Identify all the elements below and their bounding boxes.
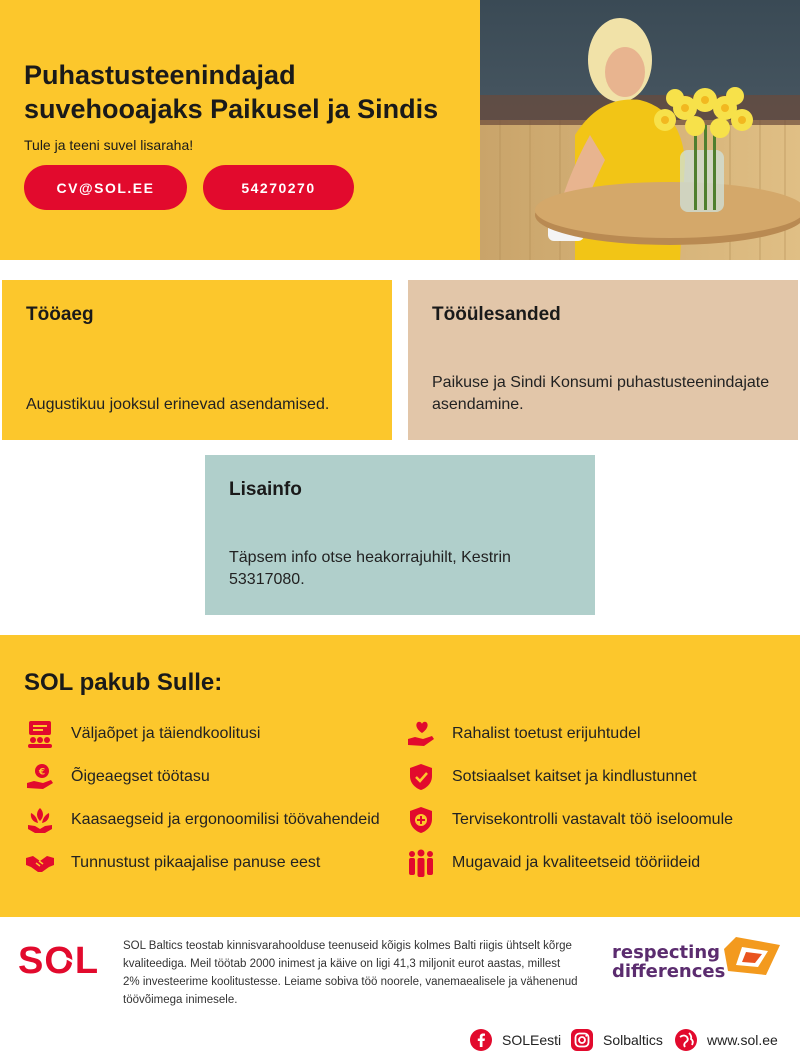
handshake-icon: [24, 847, 56, 879]
benefits-section: [0, 635, 800, 917]
benefit-item: [24, 803, 380, 837]
social-facebook[interactable]: [470, 1027, 561, 1053]
cleaner-photo-illustration: [480, 0, 800, 260]
respecting-differences-shape-icon: [722, 935, 782, 977]
benefit-label: Mugavaid ja kvaliteetseid tööriideid: [452, 854, 701, 871]
hero-section: [0, 0, 800, 260]
card-working-time-title: Tööaeg: [26, 304, 94, 325]
shield-check-icon: [405, 761, 437, 793]
sol-logo: [18, 939, 106, 979]
card-additional-info: [205, 455, 595, 615]
respecting-text: respecting: [612, 942, 721, 963]
benefit-item: [24, 760, 210, 794]
benefit-item: [24, 846, 320, 880]
euro-hand-icon: [24, 761, 56, 793]
hero-photo: [480, 0, 800, 260]
benefit-item: [405, 760, 697, 794]
shield-plus-icon: [405, 804, 437, 836]
social-instagram[interactable]: [571, 1027, 663, 1053]
hero-subtitle: Tule ja teeni suvel lisaraha!: [24, 137, 194, 153]
benefit-label: Tunnustust pikaajalise panuse eest: [71, 854, 321, 871]
tools-hand-icon: [24, 804, 56, 836]
card-job-tasks-title: Tööülesanded: [432, 304, 561, 325]
benefit-label: Kaasaegseid ja ergonoomilisi töövahendeid: [71, 811, 380, 828]
card-working-time-text: Augustikuu jooksul erinevad asendamised.: [26, 396, 330, 413]
card-job-tasks-text: Paikuse ja Sindi Konsumi puhastusteenindajate asendamine.: [432, 374, 770, 413]
sol-logo-text: SOL: [18, 940, 100, 979]
facebook-icon: [470, 1029, 492, 1051]
footer: [0, 917, 800, 1061]
svg-text:€: €: [38, 767, 46, 778]
social-instagram-label: Solbaltics: [603, 1032, 663, 1048]
social-website-label: www.sol.ee: [707, 1032, 778, 1048]
benefit-label: Sotsiaalset kaitset ja kindlustunnet: [452, 768, 697, 785]
benefit-label: Väljaõpet ja täiendkoolitusi: [71, 725, 261, 742]
respecting-differences-logo: [612, 943, 725, 981]
benefit-item: [405, 717, 641, 751]
benefit-label: Õigeaegset töötasu: [71, 768, 210, 785]
benefit-label: Rahalist toetust erijuhtudel: [452, 725, 641, 742]
social-website[interactable]: [675, 1027, 778, 1053]
benefit-label: Tervisekontrolli vastavalt töö iseloomule: [452, 811, 734, 828]
phone-button[interactable]: 54270270: [203, 165, 354, 210]
social-facebook-label: SOLEesti: [502, 1032, 562, 1048]
differences-text: differences: [612, 961, 726, 982]
instagram-icon: [571, 1029, 593, 1051]
card-additional-info-text: Täpsem info otse heakorrajuhilt, Kestrin 53317080.: [229, 549, 511, 588]
benefit-item: [405, 846, 700, 880]
card-working-time: [2, 280, 392, 440]
people-icon: [405, 847, 437, 879]
benefit-item: [405, 803, 733, 837]
card-job-tasks: [408, 280, 798, 440]
globe-icon: [675, 1029, 697, 1051]
benefit-item: [24, 717, 260, 751]
company-description: SOL Baltics teostab kinnisvarahoolduse teenuseid kõigis kolmes Balti riigis ühtselt kõrge kvaliteediga. Meil töötab 2000 inimest ja käive on ligi 41,3 miljonit eurot aastas, millest 2% investeerime koolitustesse. Leiame sobiva töö noorele, vanemaealisele ja vähenenud töövõimega inimesele.: [123, 940, 578, 1006]
email-button[interactable]: CV@SOL.EE: [24, 165, 187, 210]
card-additional-info-title: Lisainfo: [229, 479, 302, 500]
training-icon: [24, 718, 56, 750]
heart-hand-icon: [405, 718, 437, 750]
benefits-title: SOL pakub Sulle:: [24, 669, 223, 696]
page-title: Puhastusteenindajad suvehooajaks Paikusel ja Sindis: [24, 60, 439, 124]
